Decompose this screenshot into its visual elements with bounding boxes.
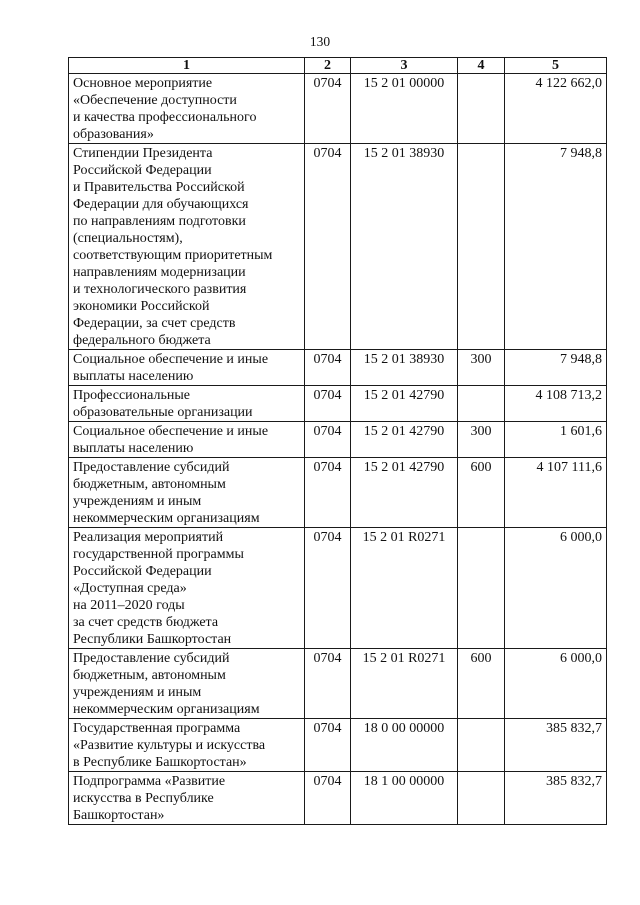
table-row	[69, 458, 607, 528]
row-section-cell: 0704	[305, 144, 351, 350]
row-target-article-cell: 15 2 01 R0271	[351, 528, 458, 649]
table-header	[69, 58, 607, 74]
row-expense-type-cell: 300	[458, 350, 505, 386]
row-target-article-cell: 15 2 01 R0271	[351, 649, 458, 719]
row-section-cell: 0704	[305, 772, 351, 825]
row-section-cell: 0704	[305, 386, 351, 422]
row-amount-cell: 4 122 662,0	[505, 74, 607, 144]
table-row	[69, 719, 607, 772]
row-target-article-cell: 15 2 01 42790	[351, 458, 458, 528]
table-row	[69, 386, 607, 422]
header-row	[69, 58, 607, 74]
row-amount-cell: 6 000,0	[505, 528, 607, 649]
row-section-cell: 0704	[305, 74, 351, 144]
page-number: 130	[309, 34, 331, 49]
table-row	[69, 772, 607, 825]
table-row	[69, 144, 607, 350]
table-row	[69, 649, 607, 719]
row-section-cell: 0704	[305, 719, 351, 772]
row-section-cell: 0704	[305, 458, 351, 528]
table-body	[69, 74, 607, 825]
row-expense-type-cell: 600	[458, 458, 505, 528]
row-section-cell: 0704	[305, 422, 351, 458]
row-amount-cell: 4 107 111,6	[505, 458, 607, 528]
row-target-article-cell: 18 1 00 00000	[351, 772, 458, 825]
row-target-article-cell: 18 0 00 00000	[351, 719, 458, 772]
header-col-1: 1	[69, 58, 305, 74]
table-row	[69, 350, 607, 386]
row-section-cell: 0704	[305, 528, 351, 649]
row-amount-cell: 4 108 713,2	[505, 386, 607, 422]
row-name-cell: Социальное обеспечение и иные выплаты населению	[69, 350, 305, 386]
row-name-cell: Государственная программа «Развитие культуры и искусства в Республике Башкортостан»	[69, 719, 305, 772]
row-name-cell: Предоставление субсидий бюджетным, автономным учреждениям и иным некоммерческим организациям	[69, 458, 305, 528]
row-name-cell: Социальное обеспечение и иные выплаты населению	[69, 422, 305, 458]
row-section-cell: 0704	[305, 350, 351, 386]
row-expense-type-cell	[458, 719, 505, 772]
table-row	[69, 422, 607, 458]
row-amount-cell: 7 948,8	[505, 144, 607, 350]
header-col-2: 2	[305, 58, 351, 74]
row-expense-type-cell: 300	[458, 422, 505, 458]
row-name-cell: Основное мероприятие «Обеспечение доступности и качества профессионального образования»	[69, 74, 305, 144]
table-row	[69, 74, 607, 144]
row-target-article-cell: 15 2 01 42790	[351, 386, 458, 422]
row-expense-type-cell	[458, 386, 505, 422]
row-target-article-cell: 15 2 01 00000	[351, 74, 458, 144]
row-amount-cell: 385 832,7	[505, 719, 607, 772]
row-expense-type-cell	[458, 772, 505, 825]
row-expense-type-cell: 600	[458, 649, 505, 719]
row-expense-type-cell	[458, 74, 505, 144]
header-col-5: 5	[505, 58, 607, 74]
row-name-cell: Реализация мероприятий государственной программы Российской Федерации «Доступная среда» на 2011–2020 годы за счет средств бюджета Республики Башкортостан	[69, 528, 305, 649]
row-amount-cell: 385 832,7	[505, 772, 607, 825]
table-row	[69, 528, 607, 649]
row-name-cell: Подпрограмма «Развитие искусства в Республике Башкортостан»	[69, 772, 305, 825]
row-expense-type-cell	[458, 528, 505, 649]
row-target-article-cell: 15 2 01 38930	[351, 350, 458, 386]
row-name-cell: Предоставление субсидий бюджетным, автономным учреждениям и иным некоммерческим организациям	[69, 649, 305, 719]
row-name-cell: Стипендии Президента Российской Федерации и Правительства Российской Федерации для обучающихся по направлениям подготовки (специальностям), соответствующим приоритетным направлениям модернизации и технологического развития экономики Российской Федерации, за счет средств федерального бюджета	[69, 144, 305, 350]
row-target-article-cell: 15 2 01 38930	[351, 144, 458, 350]
budget-table	[68, 57, 607, 825]
row-amount-cell: 1 601,6	[505, 422, 607, 458]
row-name-cell: Профессиональные образовательные организации	[69, 386, 305, 422]
row-amount-cell: 6 000,0	[505, 649, 607, 719]
row-amount-cell: 7 948,8	[505, 350, 607, 386]
header-col-3: 3	[351, 58, 458, 74]
header-col-4: 4	[458, 58, 505, 74]
row-section-cell: 0704	[305, 649, 351, 719]
row-target-article-cell: 15 2 01 42790	[351, 422, 458, 458]
row-expense-type-cell	[458, 144, 505, 350]
